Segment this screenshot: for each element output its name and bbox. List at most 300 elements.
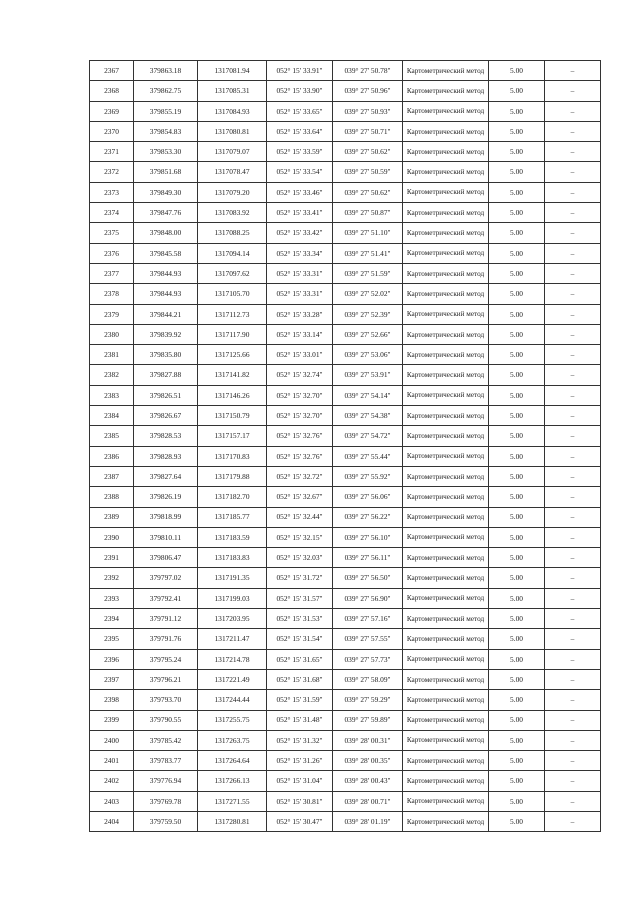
note-cell: – <box>545 669 601 689</box>
method-cell: Картометрический метод <box>403 304 489 324</box>
accuracy-cell: 5.00 <box>489 446 545 466</box>
y-coordinate-cell: 1317083.92 <box>198 203 267 223</box>
note-cell: – <box>545 263 601 283</box>
longitude-cell: 039° 27' 50.59" <box>333 162 403 182</box>
accuracy-cell: 5.00 <box>489 751 545 771</box>
method-cell: Картометрический метод <box>403 324 489 344</box>
y-coordinate-cell: 1317079.07 <box>198 142 267 162</box>
longitude-cell: 039° 27' 56.50" <box>333 568 403 588</box>
latitude-cell: 052° 15' 31.04" <box>267 771 333 791</box>
x-coordinate-cell: 379826.19 <box>134 487 198 507</box>
latitude-cell: 052° 15' 33.41" <box>267 203 333 223</box>
longitude-cell: 039° 27' 51.59" <box>333 263 403 283</box>
x-coordinate-cell: 379785.42 <box>134 730 198 750</box>
latitude-cell: 052° 15' 33.46" <box>267 182 333 202</box>
note-cell: – <box>545 811 601 831</box>
table-row <box>90 771 601 791</box>
accuracy-cell: 5.00 <box>489 730 545 750</box>
point-number-cell: 2374 <box>90 203 134 223</box>
table-row <box>90 669 601 689</box>
x-coordinate-cell: 379851.68 <box>134 162 198 182</box>
point-number-cell: 2376 <box>90 243 134 263</box>
method-cell: Картометрический метод <box>403 345 489 365</box>
table-row <box>90 365 601 385</box>
note-cell: – <box>545 324 601 344</box>
latitude-cell: 052° 15' 31.32" <box>267 730 333 750</box>
method-cell: Картометрический метод <box>403 771 489 791</box>
method-cell: Картометрический метод <box>403 609 489 629</box>
accuracy-cell: 5.00 <box>489 182 545 202</box>
x-coordinate-cell: 379818.99 <box>134 507 198 527</box>
note-cell: – <box>545 771 601 791</box>
x-coordinate-cell: 379849.30 <box>134 182 198 202</box>
x-coordinate-cell: 379826.51 <box>134 385 198 405</box>
point-number-cell: 2394 <box>90 609 134 629</box>
method-cell: Картометрический метод <box>403 811 489 831</box>
accuracy-cell: 5.00 <box>489 284 545 304</box>
longitude-cell: 039° 27' 56.22" <box>333 507 403 527</box>
x-coordinate-cell: 379853.30 <box>134 142 198 162</box>
latitude-cell: 052° 15' 32.70" <box>267 406 333 426</box>
point-number-cell: 2400 <box>90 730 134 750</box>
note-cell: – <box>545 507 601 527</box>
method-cell: Картометрический метод <box>403 710 489 730</box>
point-number-cell: 2367 <box>90 61 134 81</box>
point-number-cell: 2399 <box>90 710 134 730</box>
table-row <box>90 751 601 771</box>
longitude-cell: 039° 27' 52.39" <box>333 304 403 324</box>
latitude-cell: 052° 15' 32.74" <box>267 365 333 385</box>
y-coordinate-cell: 1317157.17 <box>198 426 267 446</box>
note-cell: – <box>545 751 601 771</box>
y-coordinate-cell: 1317125.66 <box>198 345 267 365</box>
y-coordinate-cell: 1317191.35 <box>198 568 267 588</box>
accuracy-cell: 5.00 <box>489 365 545 385</box>
x-coordinate-cell: 379783.77 <box>134 751 198 771</box>
x-coordinate-cell: 379845.58 <box>134 243 198 263</box>
longitude-cell: 039° 27' 57.16" <box>333 609 403 629</box>
longitude-cell: 039° 27' 57.73" <box>333 649 403 669</box>
accuracy-cell: 5.00 <box>489 588 545 608</box>
y-coordinate-cell: 1317170.83 <box>198 446 267 466</box>
y-coordinate-cell: 1317199.03 <box>198 588 267 608</box>
method-cell: Картометрический метод <box>403 243 489 263</box>
method-cell: Картометрический метод <box>403 182 489 202</box>
point-number-cell: 2375 <box>90 223 134 243</box>
longitude-cell: 039° 27' 58.09" <box>333 669 403 689</box>
accuracy-cell: 5.00 <box>489 710 545 730</box>
point-number-cell: 2393 <box>90 588 134 608</box>
y-coordinate-cell: 1317150.79 <box>198 406 267 426</box>
point-number-cell: 2396 <box>90 649 134 669</box>
y-coordinate-cell: 1317211.47 <box>198 629 267 649</box>
note-cell: – <box>545 568 601 588</box>
y-coordinate-cell: 1317266.13 <box>198 771 267 791</box>
longitude-cell: 039° 28' 00.43" <box>333 771 403 791</box>
accuracy-cell: 5.00 <box>489 203 545 223</box>
latitude-cell: 052° 15' 33.65" <box>267 101 333 121</box>
table-row <box>90 406 601 426</box>
point-number-cell: 2370 <box>90 121 134 141</box>
point-number-cell: 2386 <box>90 446 134 466</box>
note-cell: – <box>545 730 601 750</box>
method-cell: Картометрический метод <box>403 568 489 588</box>
longitude-cell: 039° 27' 56.10" <box>333 527 403 547</box>
y-coordinate-cell: 1317182.70 <box>198 487 267 507</box>
accuracy-cell: 5.00 <box>489 345 545 365</box>
note-cell: – <box>545 284 601 304</box>
accuracy-cell: 5.00 <box>489 507 545 527</box>
y-coordinate-cell: 1317105.70 <box>198 284 267 304</box>
accuracy-cell: 5.00 <box>489 142 545 162</box>
latitude-cell: 052° 15' 33.01" <box>267 345 333 365</box>
method-cell: Картометрический метод <box>403 669 489 689</box>
y-coordinate-cell: 1317179.88 <box>198 466 267 486</box>
y-coordinate-cell: 1317079.20 <box>198 182 267 202</box>
x-coordinate-cell: 379793.70 <box>134 690 198 710</box>
y-coordinate-cell: 1317280.81 <box>198 811 267 831</box>
note-cell: – <box>545 609 601 629</box>
accuracy-cell: 5.00 <box>489 406 545 426</box>
table-row <box>90 527 601 547</box>
x-coordinate-cell: 379759.50 <box>134 811 198 831</box>
y-coordinate-cell: 1317183.59 <box>198 527 267 547</box>
x-coordinate-cell: 379839.92 <box>134 324 198 344</box>
x-coordinate-cell: 379827.88 <box>134 365 198 385</box>
accuracy-cell: 5.00 <box>489 568 545 588</box>
note-cell: – <box>545 588 601 608</box>
latitude-cell: 052° 15' 32.72" <box>267 466 333 486</box>
note-cell: – <box>545 487 601 507</box>
accuracy-cell: 5.00 <box>489 101 545 121</box>
table-row <box>90 162 601 182</box>
latitude-cell: 052° 15' 31.26" <box>267 751 333 771</box>
latitude-cell: 052° 15' 32.67" <box>267 487 333 507</box>
point-number-cell: 2395 <box>90 629 134 649</box>
x-coordinate-cell: 379835.80 <box>134 345 198 365</box>
point-number-cell: 2392 <box>90 568 134 588</box>
x-coordinate-cell: 379810.11 <box>134 527 198 547</box>
longitude-cell: 039° 27' 59.89" <box>333 710 403 730</box>
y-coordinate-cell: 1317255.75 <box>198 710 267 730</box>
longitude-cell: 039° 27' 54.72" <box>333 426 403 446</box>
point-number-cell: 2387 <box>90 466 134 486</box>
longitude-cell: 039° 28' 01.19" <box>333 811 403 831</box>
x-coordinate-cell: 379791.12 <box>134 609 198 629</box>
longitude-cell: 039° 27' 50.62" <box>333 142 403 162</box>
y-coordinate-cell: 1317084.93 <box>198 101 267 121</box>
method-cell: Картометрический метод <box>403 730 489 750</box>
table-row <box>90 568 601 588</box>
longitude-cell: 039° 27' 56.06" <box>333 487 403 507</box>
note-cell: – <box>545 223 601 243</box>
latitude-cell: 052° 15' 33.42" <box>267 223 333 243</box>
note-cell: – <box>545 101 601 121</box>
latitude-cell: 052° 15' 33.31" <box>267 284 333 304</box>
method-cell: Картометрический метод <box>403 690 489 710</box>
coordinates-table <box>89 60 601 832</box>
x-coordinate-cell: 379862.75 <box>134 81 198 101</box>
accuracy-cell: 5.00 <box>489 669 545 689</box>
table-row <box>90 304 601 324</box>
method-cell: Картометрический метод <box>403 629 489 649</box>
accuracy-cell: 5.00 <box>489 324 545 344</box>
latitude-cell: 052° 15' 31.53" <box>267 609 333 629</box>
longitude-cell: 039° 27' 51.41" <box>333 243 403 263</box>
point-number-cell: 2398 <box>90 690 134 710</box>
table-row <box>90 121 601 141</box>
x-coordinate-cell: 379847.76 <box>134 203 198 223</box>
table-row <box>90 263 601 283</box>
table-row <box>90 223 601 243</box>
method-cell: Картометрический метод <box>403 406 489 426</box>
note-cell: – <box>545 162 601 182</box>
x-coordinate-cell: 379790.55 <box>134 710 198 730</box>
table-row <box>90 142 601 162</box>
latitude-cell: 052° 15' 32.03" <box>267 548 333 568</box>
accuracy-cell: 5.00 <box>489 649 545 669</box>
table-row <box>90 324 601 344</box>
x-coordinate-cell: 379826.67 <box>134 406 198 426</box>
point-number-cell: 2380 <box>90 324 134 344</box>
x-coordinate-cell: 379863.18 <box>134 61 198 81</box>
x-coordinate-cell: 379806.47 <box>134 548 198 568</box>
latitude-cell: 052° 15' 31.59" <box>267 690 333 710</box>
accuracy-cell: 5.00 <box>489 487 545 507</box>
accuracy-cell: 5.00 <box>489 771 545 791</box>
accuracy-cell: 5.00 <box>489 426 545 446</box>
table-row <box>90 284 601 304</box>
longitude-cell: 039° 27' 50.93" <box>333 101 403 121</box>
method-cell: Картометрический метод <box>403 507 489 527</box>
y-coordinate-cell: 1317244.44 <box>198 690 267 710</box>
method-cell: Картометрический метод <box>403 649 489 669</box>
note-cell: – <box>545 81 601 101</box>
latitude-cell: 052° 15' 33.59" <box>267 142 333 162</box>
table-row <box>90 588 601 608</box>
method-cell: Картометрический метод <box>403 426 489 446</box>
y-coordinate-cell: 1317088.25 <box>198 223 267 243</box>
point-number-cell: 2382 <box>90 365 134 385</box>
x-coordinate-cell: 379844.93 <box>134 284 198 304</box>
latitude-cell: 052° 15' 33.34" <box>267 243 333 263</box>
method-cell: Картометрический метод <box>403 263 489 283</box>
table-row <box>90 243 601 263</box>
table-row <box>90 730 601 750</box>
note-cell: – <box>545 710 601 730</box>
latitude-cell: 052° 15' 33.28" <box>267 304 333 324</box>
note-cell: – <box>545 304 601 324</box>
longitude-cell: 039° 27' 52.66" <box>333 324 403 344</box>
point-number-cell: 2368 <box>90 81 134 101</box>
accuracy-cell: 5.00 <box>489 263 545 283</box>
y-coordinate-cell: 1317203.95 <box>198 609 267 629</box>
table-row <box>90 629 601 649</box>
x-coordinate-cell: 379797.02 <box>134 568 198 588</box>
y-coordinate-cell: 1317094.14 <box>198 243 267 263</box>
longitude-cell: 039° 27' 56.90" <box>333 588 403 608</box>
y-coordinate-cell: 1317271.55 <box>198 791 267 811</box>
point-number-cell: 2388 <box>90 487 134 507</box>
x-coordinate-cell: 379844.93 <box>134 263 198 283</box>
accuracy-cell: 5.00 <box>489 121 545 141</box>
note-cell: – <box>545 466 601 486</box>
latitude-cell: 052° 15' 31.65" <box>267 649 333 669</box>
longitude-cell: 039° 27' 50.62" <box>333 182 403 202</box>
note-cell: – <box>545 365 601 385</box>
y-coordinate-cell: 1317080.81 <box>198 121 267 141</box>
latitude-cell: 052° 15' 33.14" <box>267 324 333 344</box>
table-row <box>90 101 601 121</box>
point-number-cell: 2369 <box>90 101 134 121</box>
accuracy-cell: 5.00 <box>489 690 545 710</box>
point-number-cell: 2373 <box>90 182 134 202</box>
method-cell: Картометрический метод <box>403 203 489 223</box>
longitude-cell: 039° 27' 53.91" <box>333 365 403 385</box>
method-cell: Картометрический метод <box>403 791 489 811</box>
accuracy-cell: 5.00 <box>489 527 545 547</box>
y-coordinate-cell: 1317221.49 <box>198 669 267 689</box>
x-coordinate-cell: 379796.21 <box>134 669 198 689</box>
method-cell: Картометрический метод <box>403 385 489 405</box>
table-row <box>90 609 601 629</box>
longitude-cell: 039° 28' 00.31" <box>333 730 403 750</box>
method-cell: Картометрический метод <box>403 751 489 771</box>
accuracy-cell: 5.00 <box>489 629 545 649</box>
note-cell: – <box>545 406 601 426</box>
longitude-cell: 039° 27' 55.44" <box>333 446 403 466</box>
point-number-cell: 2381 <box>90 345 134 365</box>
longitude-cell: 039° 27' 50.78" <box>333 61 403 81</box>
x-coordinate-cell: 379792.41 <box>134 588 198 608</box>
method-cell: Картометрический метод <box>403 588 489 608</box>
table-row <box>90 345 601 365</box>
method-cell: Картометрический метод <box>403 365 489 385</box>
latitude-cell: 052° 15' 32.15" <box>267 527 333 547</box>
point-number-cell: 2404 <box>90 811 134 831</box>
x-coordinate-cell: 379776.94 <box>134 771 198 791</box>
point-number-cell: 2390 <box>90 527 134 547</box>
table-row <box>90 466 601 486</box>
y-coordinate-cell: 1317112.73 <box>198 304 267 324</box>
longitude-cell: 039° 27' 54.38" <box>333 406 403 426</box>
y-coordinate-cell: 1317183.83 <box>198 548 267 568</box>
latitude-cell: 052° 15' 31.72" <box>267 568 333 588</box>
note-cell: – <box>545 121 601 141</box>
accuracy-cell: 5.00 <box>489 609 545 629</box>
note-cell: – <box>545 385 601 405</box>
note-cell: – <box>545 446 601 466</box>
note-cell: – <box>545 182 601 202</box>
accuracy-cell: 5.00 <box>489 548 545 568</box>
y-coordinate-cell: 1317264.64 <box>198 751 267 771</box>
method-cell: Картометрический метод <box>403 527 489 547</box>
method-cell: Картометрический метод <box>403 223 489 243</box>
note-cell: – <box>545 690 601 710</box>
method-cell: Картометрический метод <box>403 548 489 568</box>
accuracy-cell: 5.00 <box>489 243 545 263</box>
method-cell: Картометрический метод <box>403 446 489 466</box>
method-cell: Картометрический метод <box>403 61 489 81</box>
accuracy-cell: 5.00 <box>489 81 545 101</box>
method-cell: Картометрический метод <box>403 284 489 304</box>
table-row <box>90 182 601 202</box>
point-number-cell: 2401 <box>90 751 134 771</box>
accuracy-cell: 5.00 <box>489 811 545 831</box>
longitude-cell: 039° 27' 56.11" <box>333 548 403 568</box>
table-row <box>90 446 601 466</box>
table-row <box>90 507 601 527</box>
table-row <box>90 203 601 223</box>
y-coordinate-cell: 1317146.26 <box>198 385 267 405</box>
accuracy-cell: 5.00 <box>489 223 545 243</box>
method-cell: Картометрический метод <box>403 142 489 162</box>
longitude-cell: 039° 27' 52.02" <box>333 284 403 304</box>
method-cell: Картометрический метод <box>403 101 489 121</box>
table-row <box>90 649 601 669</box>
longitude-cell: 039° 27' 50.87" <box>333 203 403 223</box>
note-cell: – <box>545 527 601 547</box>
note-cell: – <box>545 142 601 162</box>
x-coordinate-cell: 379791.76 <box>134 629 198 649</box>
latitude-cell: 052° 15' 33.64" <box>267 121 333 141</box>
accuracy-cell: 5.00 <box>489 61 545 81</box>
x-coordinate-cell: 379795.24 <box>134 649 198 669</box>
latitude-cell: 052° 15' 31.68" <box>267 669 333 689</box>
longitude-cell: 039° 27' 57.55" <box>333 629 403 649</box>
y-coordinate-cell: 1317185.77 <box>198 507 267 527</box>
accuracy-cell: 5.00 <box>489 304 545 324</box>
table-row <box>90 710 601 730</box>
y-coordinate-cell: 1317214.78 <box>198 649 267 669</box>
table-row <box>90 385 601 405</box>
latitude-cell: 052° 15' 33.91" <box>267 61 333 81</box>
latitude-cell: 052° 15' 33.90" <box>267 81 333 101</box>
table-row <box>90 426 601 446</box>
point-number-cell: 2372 <box>90 162 134 182</box>
point-number-cell: 2402 <box>90 771 134 791</box>
latitude-cell: 052° 15' 31.48" <box>267 710 333 730</box>
method-cell: Картометрический метод <box>403 81 489 101</box>
point-number-cell: 2384 <box>90 406 134 426</box>
table-row <box>90 487 601 507</box>
y-coordinate-cell: 1317141.82 <box>198 365 267 385</box>
note-cell: – <box>545 203 601 223</box>
latitude-cell: 052° 15' 31.54" <box>267 629 333 649</box>
point-number-cell: 2385 <box>90 426 134 446</box>
x-coordinate-cell: 379827.64 <box>134 466 198 486</box>
note-cell: – <box>545 791 601 811</box>
longitude-cell: 039° 28' 00.35" <box>333 751 403 771</box>
method-cell: Картометрический метод <box>403 487 489 507</box>
y-coordinate-cell: 1317263.75 <box>198 730 267 750</box>
longitude-cell: 039° 27' 53.06" <box>333 345 403 365</box>
longitude-cell: 039° 27' 59.29" <box>333 690 403 710</box>
x-coordinate-cell: 379854.83 <box>134 121 198 141</box>
longitude-cell: 039° 27' 51.10" <box>333 223 403 243</box>
table-row <box>90 690 601 710</box>
accuracy-cell: 5.00 <box>489 791 545 811</box>
point-number-cell: 2377 <box>90 263 134 283</box>
latitude-cell: 052° 15' 32.44" <box>267 507 333 527</box>
note-cell: – <box>545 61 601 81</box>
point-number-cell: 2379 <box>90 304 134 324</box>
point-number-cell: 2391 <box>90 548 134 568</box>
latitude-cell: 052° 15' 33.54" <box>267 162 333 182</box>
table-row <box>90 811 601 831</box>
point-number-cell: 2397 <box>90 669 134 689</box>
table-row <box>90 791 601 811</box>
